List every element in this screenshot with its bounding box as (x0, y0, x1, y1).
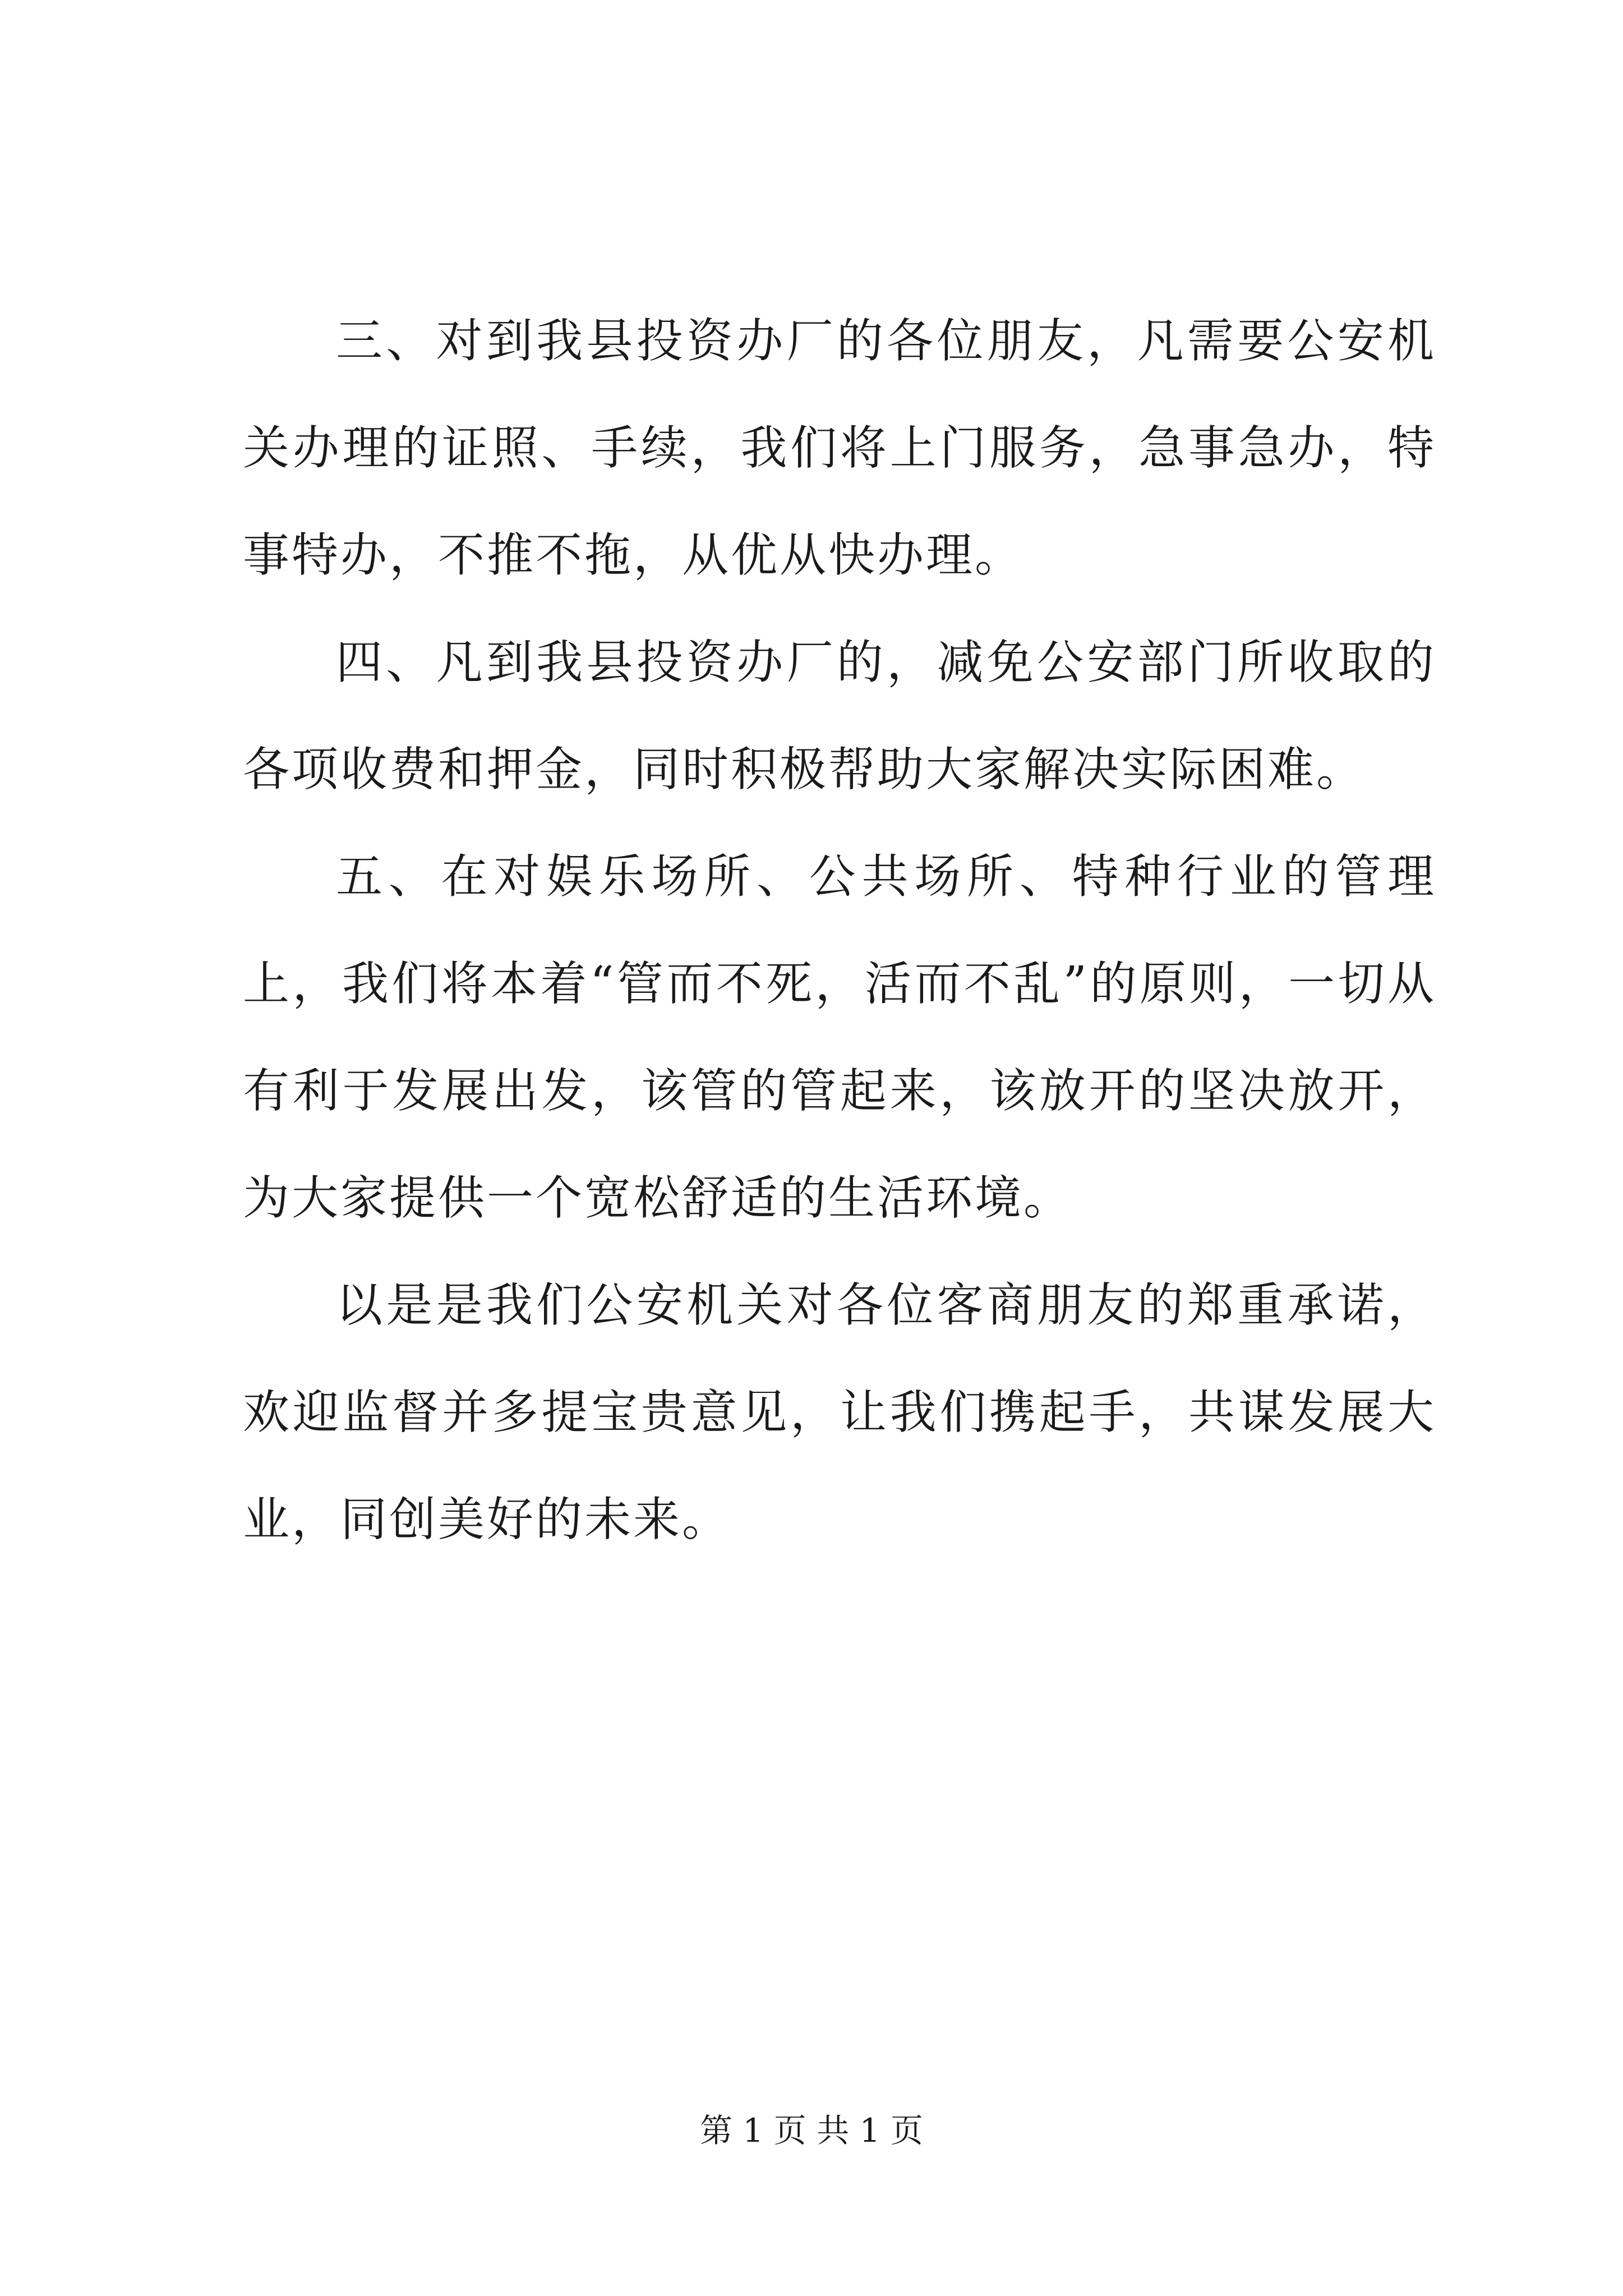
paragraph-closing: 以是是我们公安机关对各位客商朋友的郑重承诺，欢迎监督并多提宝贵意见，让我们携起手，共谋发展大业，同创美好的未来。 (243, 1278, 1436, 1547)
paragraph-3: 三、对到我县投资办厂的各位朋友，凡需要公安机关办理的证照、手续，我们将上门服务，急事急办，特事特办，不推不拖，从优从快办理。 (243, 314, 1436, 582)
paragraph-5: 五、在对娱乐场所、公共场所、特种行业的管理上，我们将本着“管而不死，活而不乱”的原则，一切从有利于发展出发，该管的管起来，该放开的坚决放开，为大家提供一个宽松舒适的生活环境。 (243, 849, 1436, 1225)
document-body (243, 287, 1436, 1573)
paragraph-4: 四、凡到我县投资办厂的，减免公安部门所收取的各项收费和押金，同时积极帮助大家解决实际困难。 (243, 635, 1436, 797)
page-number-footer: 第 1 页 共 1 页 (700, 2111, 923, 2150)
